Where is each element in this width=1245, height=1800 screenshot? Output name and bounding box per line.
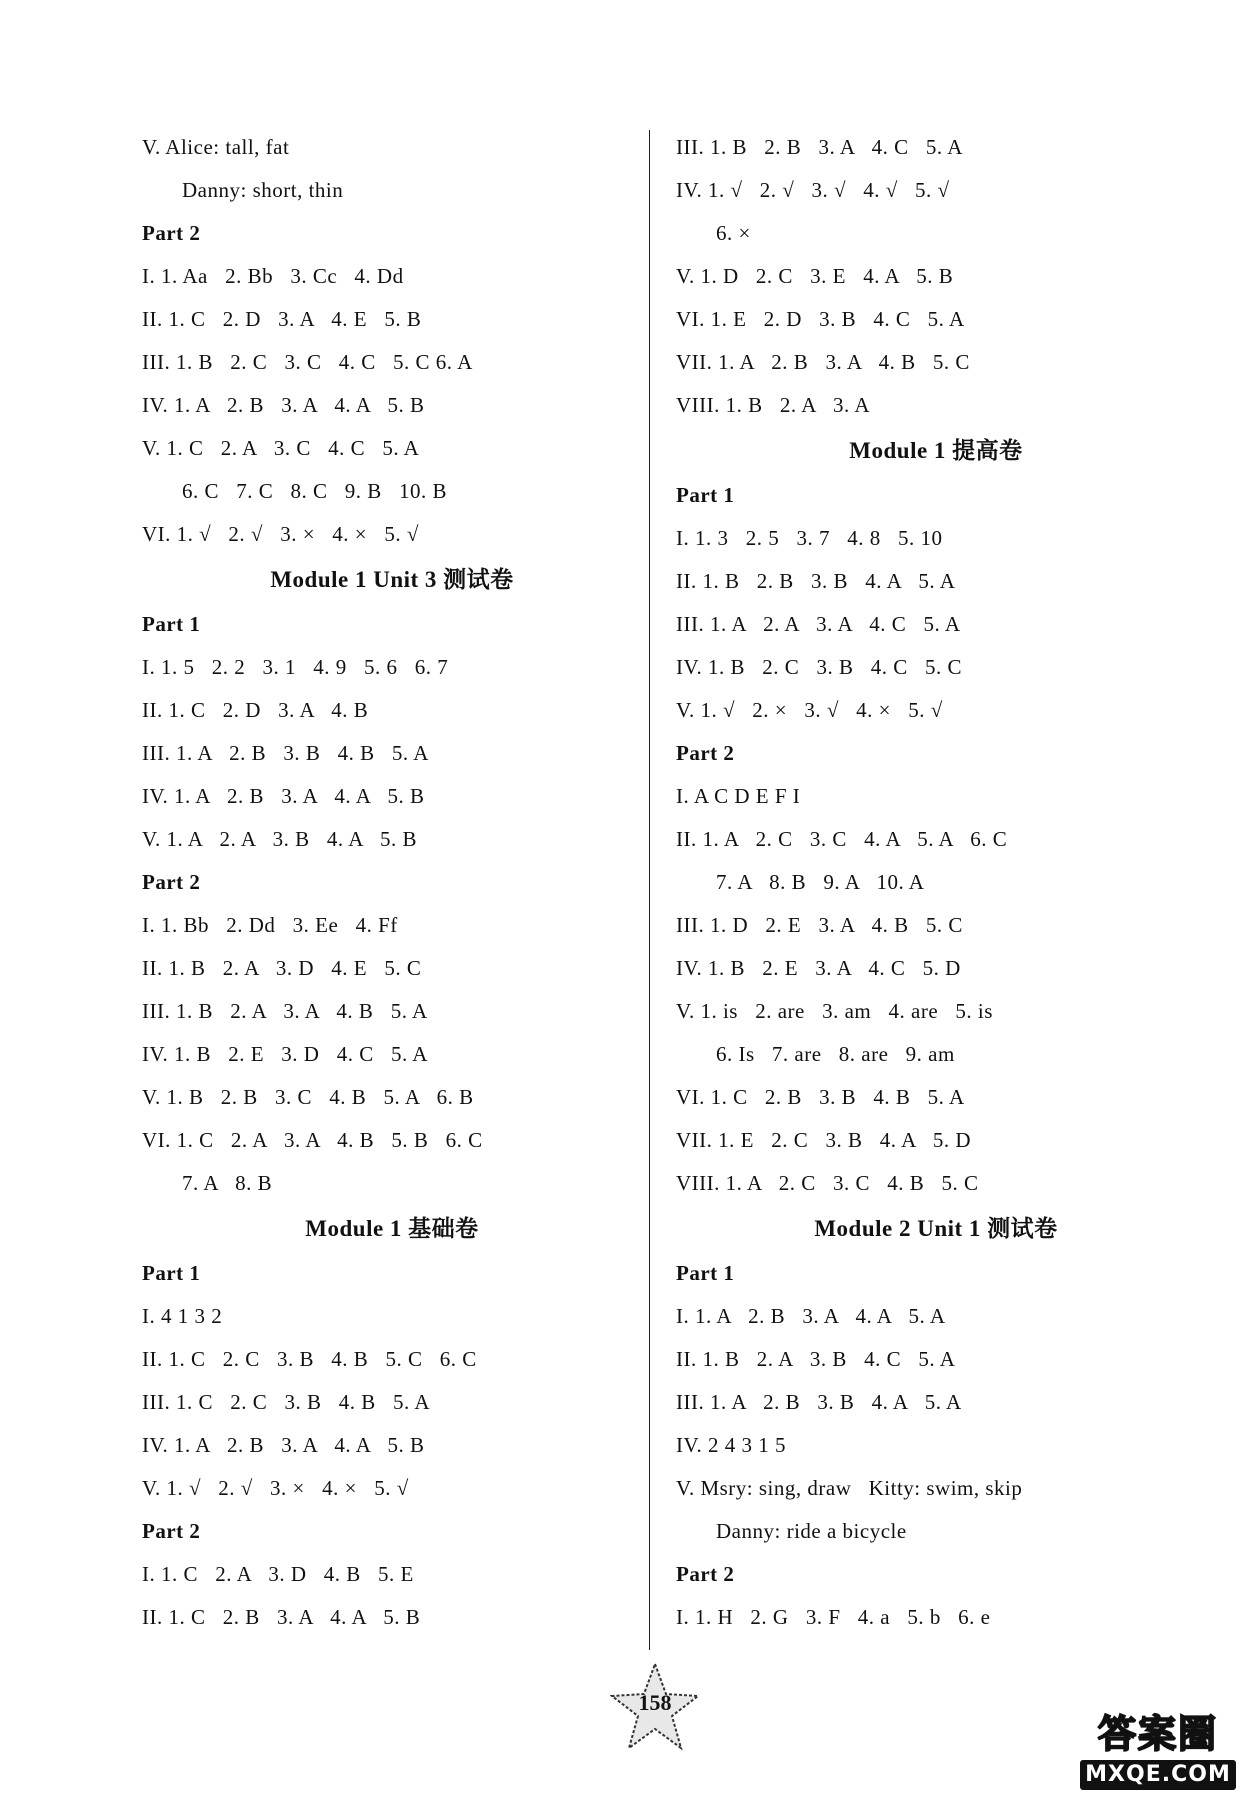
answer-line: VIII. 1. A 2. C 3. C 4. B 5. C [676, 1171, 979, 1195]
watermark-domain: MXQE.COM [1080, 1760, 1236, 1790]
part-label: Part 2 [142, 221, 201, 245]
part-label: Part 1 [676, 483, 735, 507]
answer-line: I. 1. Bb 2. Dd 3. Ee 4. Ff [142, 913, 398, 937]
answer-line: V. 1. is 2. are 3. am 4. are 5. is [676, 999, 993, 1023]
answer-line: VII. 1. A 2. B 3. A 4. B 5. C [676, 350, 970, 374]
answer-line: II. 1. C 2. B 3. A 4. A 5. B [142, 1605, 421, 1629]
answer-line: III. 1. C 2. C 3. B 4. B 5. A [142, 1390, 431, 1414]
section-heading: Module 1 基础卷 [305, 1216, 479, 1241]
watermark-title: 答案圈 [1097, 1712, 1218, 1756]
answer-line: IV. 1. A 2. B 3. A 4. A 5. B [142, 393, 425, 417]
page-number: 158 [638, 1690, 672, 1715]
watermark-logo [1078, 1706, 1238, 1792]
answer-line: II. 1. A 2. C 3. C 4. A 5. A 6. C [676, 827, 1008, 851]
part-label: Part 2 [142, 870, 201, 894]
answer-line: V. 1. √ 2. √ 3. × 4. × 5. √ [142, 1476, 409, 1500]
answer-line: V. 1. √ 2. × 3. √ 4. × 5. √ [676, 698, 943, 722]
answer-line: III. 1. B 2. B 3. A 4. C 5. A [676, 135, 963, 159]
answer-line: I. 1. 5 2. 2 3. 1 4. 9 5. 6 6. 7 [142, 655, 449, 679]
section-heading: Module 1 提高卷 [849, 438, 1023, 463]
answer-line: I. 1. C 2. A 3. D 4. B 5. E [142, 1562, 414, 1586]
part-label: Part 1 [142, 612, 201, 636]
answer-line: IV. 1. A 2. B 3. A 4. A 5. B [142, 1433, 425, 1457]
answer-line: III. 1. D 2. E 3. A 4. B 5. C [676, 913, 963, 937]
part-label: Part 1 [676, 1261, 735, 1285]
left-column [142, 126, 642, 1639]
answer-line: VI. 1. E 2. D 3. B 4. C 5. A [676, 307, 965, 331]
answer-line: VII. 1. E 2. C 3. B 4. A 5. D [676, 1128, 972, 1152]
answer-line: VIII. 1. B 2. A 3. A [676, 393, 871, 417]
answer-line: II. 1. C 2. D 3. A 4. E 5. B [142, 307, 422, 331]
answer-line-continued: 6. × [716, 221, 751, 245]
part-label: Part 2 [676, 741, 735, 765]
answer-line: IV. 1. √ 2. √ 3. √ 4. √ 5. √ [676, 178, 950, 202]
answer-line: II. 1. B 2. A 3. D 4. E 5. C [142, 956, 422, 980]
part-label: Part 1 [142, 1261, 201, 1285]
answer-line: V. 1. B 2. B 3. C 4. B 5. A 6. B [142, 1085, 474, 1109]
answer-line: III. 1. A 2. B 3. B 4. A 5. A [676, 1390, 962, 1414]
answer-line: II. 1. B 2. A 3. B 4. C 5. A [676, 1347, 956, 1371]
answer-line-continued: 6. Is 7. are 8. are 9. am [716, 1042, 955, 1066]
answer-line-continued: 7. A 8. B 9. A 10. A [716, 870, 925, 894]
page-number-badge [610, 1662, 700, 1752]
answer-line-continued: Danny: ride a bicycle [716, 1519, 907, 1543]
answer-line: IV. 1. B 2. E 3. A 4. C 5. D [676, 956, 961, 980]
section-heading: Module 2 Unit 1 测试卷 [814, 1216, 1058, 1241]
answer-line: I. 1. H 2. G 3. F 4. a 5. b 6. e [676, 1605, 991, 1629]
answer-line-continued: 7. A 8. B [182, 1171, 273, 1195]
answer-line: V. 1. D 2. C 3. E 4. A 5. B [676, 264, 954, 288]
answer-line: I. 1. A 2. B 3. A 4. A 5. A [676, 1304, 946, 1328]
answer-line: V. 1. A 2. A 3. B 4. A 5. B [142, 827, 418, 851]
answer-line: VI. 1. √ 2. √ 3. × 4. × 5. √ [142, 522, 419, 546]
part-label: Part 2 [142, 1519, 201, 1543]
answer-line: V. Msry: sing, draw Kitty: swim, skip [676, 1476, 1023, 1500]
answer-line: III. 1. B 2. C 3. C 4. C 5. C 6. A [142, 350, 473, 374]
answer-line: II. 1. B 2. B 3. B 4. A 5. A [676, 569, 956, 593]
answer-line: IV. 1. B 2. E 3. D 4. C 5. A [142, 1042, 428, 1066]
answer-line: VI. 1. C 2. A 3. A 4. B 5. B 6. C [142, 1128, 483, 1152]
answer-line: II. 1. C 2. C 3. B 4. B 5. C 6. C [142, 1347, 477, 1371]
answer-line: III. 1. A 2. A 3. A 4. C 5. A [676, 612, 961, 636]
answer-line: I. 1. Aa 2. Bb 3. Cc 4. Dd [142, 264, 404, 288]
answer-line: III. 1. A 2. B 3. B 4. B 5. A [142, 741, 429, 765]
answer-line: IV. 1. B 2. C 3. B 4. C 5. C [676, 655, 962, 679]
part-label: Part 2 [676, 1562, 735, 1586]
answer-line: IV. 2 4 3 1 5 [676, 1433, 786, 1457]
answer-line-continued: Danny: short, thin [182, 178, 344, 202]
answer-line: I. A C D E F I [676, 784, 801, 808]
answer-line: V. Alice: tall, fat [142, 135, 290, 159]
answer-line: I. 1. 3 2. 5 3. 7 4. 8 5. 10 [676, 526, 943, 550]
answer-line: III. 1. B 2. A 3. A 4. B 5. A [142, 999, 428, 1023]
answer-line: II. 1. C 2. D 3. A 4. B [142, 698, 369, 722]
answer-line: I. 4 1 3 2 [142, 1304, 223, 1328]
column-divider [649, 130, 650, 1650]
section-heading: Module 1 Unit 3 测试卷 [270, 567, 514, 592]
answer-line: V. 1. C 2. A 3. C 4. C 5. A [142, 436, 420, 460]
answer-line: IV. 1. A 2. B 3. A 4. A 5. B [142, 784, 425, 808]
right-column [676, 126, 1196, 1639]
answer-line: VI. 1. C 2. B 3. B 4. B 5. A [676, 1085, 965, 1109]
answer-line-continued: 6. C 7. C 8. C 9. B 10. B [182, 479, 448, 503]
